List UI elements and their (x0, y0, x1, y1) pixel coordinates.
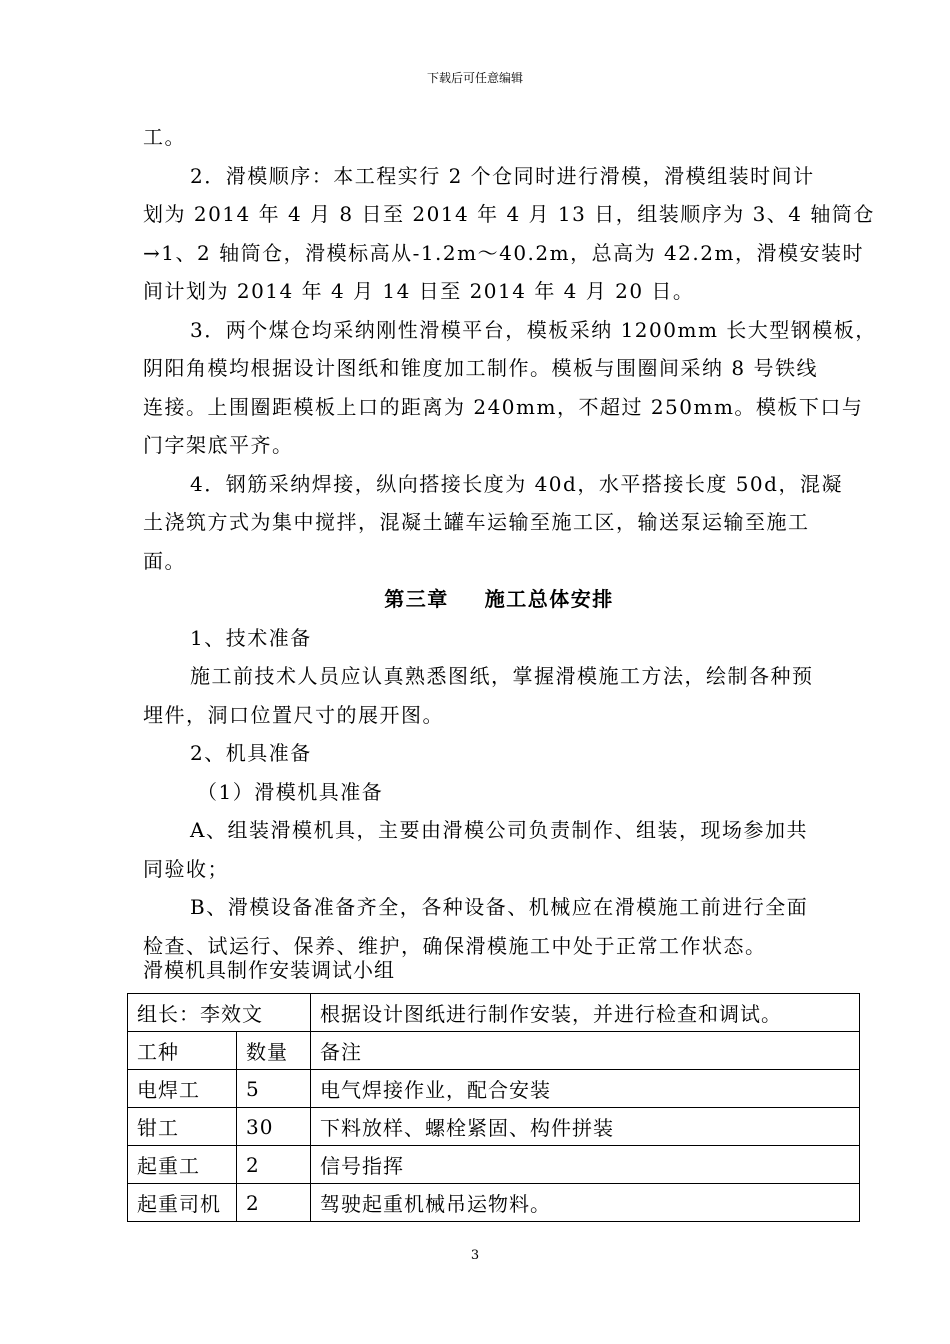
paragraph-line: 阴阳角模均根据设计图纸和锥度加工制作。模板与围圈间采纳 8 号铁线 (143, 356, 818, 380)
paragraph-line: 埋件，洞口位置尺寸的展开图。 (143, 702, 444, 727)
paragraph-line: 连接。上围圈距模板上口的距离为 240mm，不超过 250mm。模板下口与 (143, 394, 864, 419)
paragraph-line: 间计划为 2014 年 4 月 14 日至 2014 年 4 月 20 日。 (143, 279, 695, 303)
leader-cell: 组长：李效文 (128, 994, 311, 1032)
paragraph-line: A、组装滑模机具，主要由滑模公司负责制作、组装，现场参加共 (190, 818, 808, 842)
table-cell: 5 (237, 1070, 311, 1108)
paragraph-line: 土浇筑方式为集中搅拌，混凝土罐车运输至施工区，输送泵运输至施工 (143, 510, 810, 534)
crew-table (127, 993, 860, 1222)
paragraph-line: 2．滑模顺序：本工程实行 2 个仓同时进行滑模，滑模组装时间计 (190, 163, 815, 188)
table-cell: 信号指挥 (311, 1146, 860, 1184)
paragraph-line: 面。 (143, 548, 186, 573)
leader-note-cell: 根据设计图纸进行制作安装，并进行检查和调试。 (311, 994, 860, 1032)
table-cell: 驾驶起重机械吊运物料。 (311, 1184, 860, 1222)
table-row (128, 1108, 860, 1146)
document-body (143, 118, 877, 965)
paragraph-line: →1、2 轴筒仓，滑模标高从-1.2m～40.2m，总高为 42.2m，滑模安装时 (143, 240, 864, 265)
table-caption: 滑模机具制作安装调试小组 (143, 958, 395, 982)
subsection-heading: （1）滑模机具准备 (197, 779, 384, 804)
paragraph-line: 划为 2014 年 4 月 8 日至 2014 年 4 月 13 日，组装顺序为 3、4 轴筒仓 (143, 202, 875, 226)
paragraph-line: 同验收； (143, 856, 229, 881)
table-cell: 下料放样、螺栓紧固、构件拼装 (311, 1108, 860, 1146)
paragraph-line: 工。 (143, 125, 186, 149)
table-cell: 2 (237, 1184, 311, 1222)
table-cell: 电焊工 (128, 1070, 237, 1108)
paragraph-line: 检查、试运行、保养、维护，确保滑模施工中处于正常工作状态。 (143, 933, 767, 958)
table-cell: 2 (237, 1146, 311, 1184)
page-number: 3 (470, 1248, 480, 1263)
chapter-title: 施工总体安排 (484, 587, 614, 611)
table-cell: 起重工 (128, 1146, 237, 1184)
table-cell: 起重司机 (128, 1184, 237, 1222)
section-heading: 2、机具准备 (190, 741, 312, 765)
header-cell: 数量 (237, 1032, 311, 1070)
paragraph-line: 3．两个煤仓均采纳刚性滑模平台，模板采纳 1200mm 长大型钢模板， (190, 317, 877, 342)
table-row (128, 1146, 860, 1184)
chapter-number: 第三章 (384, 587, 449, 611)
table-row (128, 1184, 860, 1222)
table-cell: 钳工 (128, 1108, 237, 1146)
chapter-heading (143, 580, 843, 619)
paragraph-line: B、滑模设备准备齐全，各种设备、机械应在滑模施工前进行全面 (190, 895, 809, 919)
table-row (128, 1070, 860, 1108)
table-cell: 电气焊接作业，配合安装 (311, 1070, 860, 1108)
page-header-note: 下载后可任意编辑 (426, 71, 523, 85)
table-cell: 30 (237, 1108, 311, 1146)
table-header-row (128, 1032, 860, 1070)
paragraph-line: 4．钢筋采纳焊接，纵向搭接长度为 40d，水平搭接长度 50d，混凝 (190, 471, 843, 496)
paragraph-line: 施工前技术人员应认真熟悉图纸，掌握滑模施工方法，绘制各种预 (190, 664, 814, 688)
header-cell: 备注 (311, 1032, 860, 1070)
paragraph-line: 门字架底平齐。 (143, 433, 294, 457)
header-cell: 工种 (128, 1032, 237, 1070)
section-heading: 1、技术准备 (190, 625, 312, 650)
table-row (128, 994, 860, 1032)
